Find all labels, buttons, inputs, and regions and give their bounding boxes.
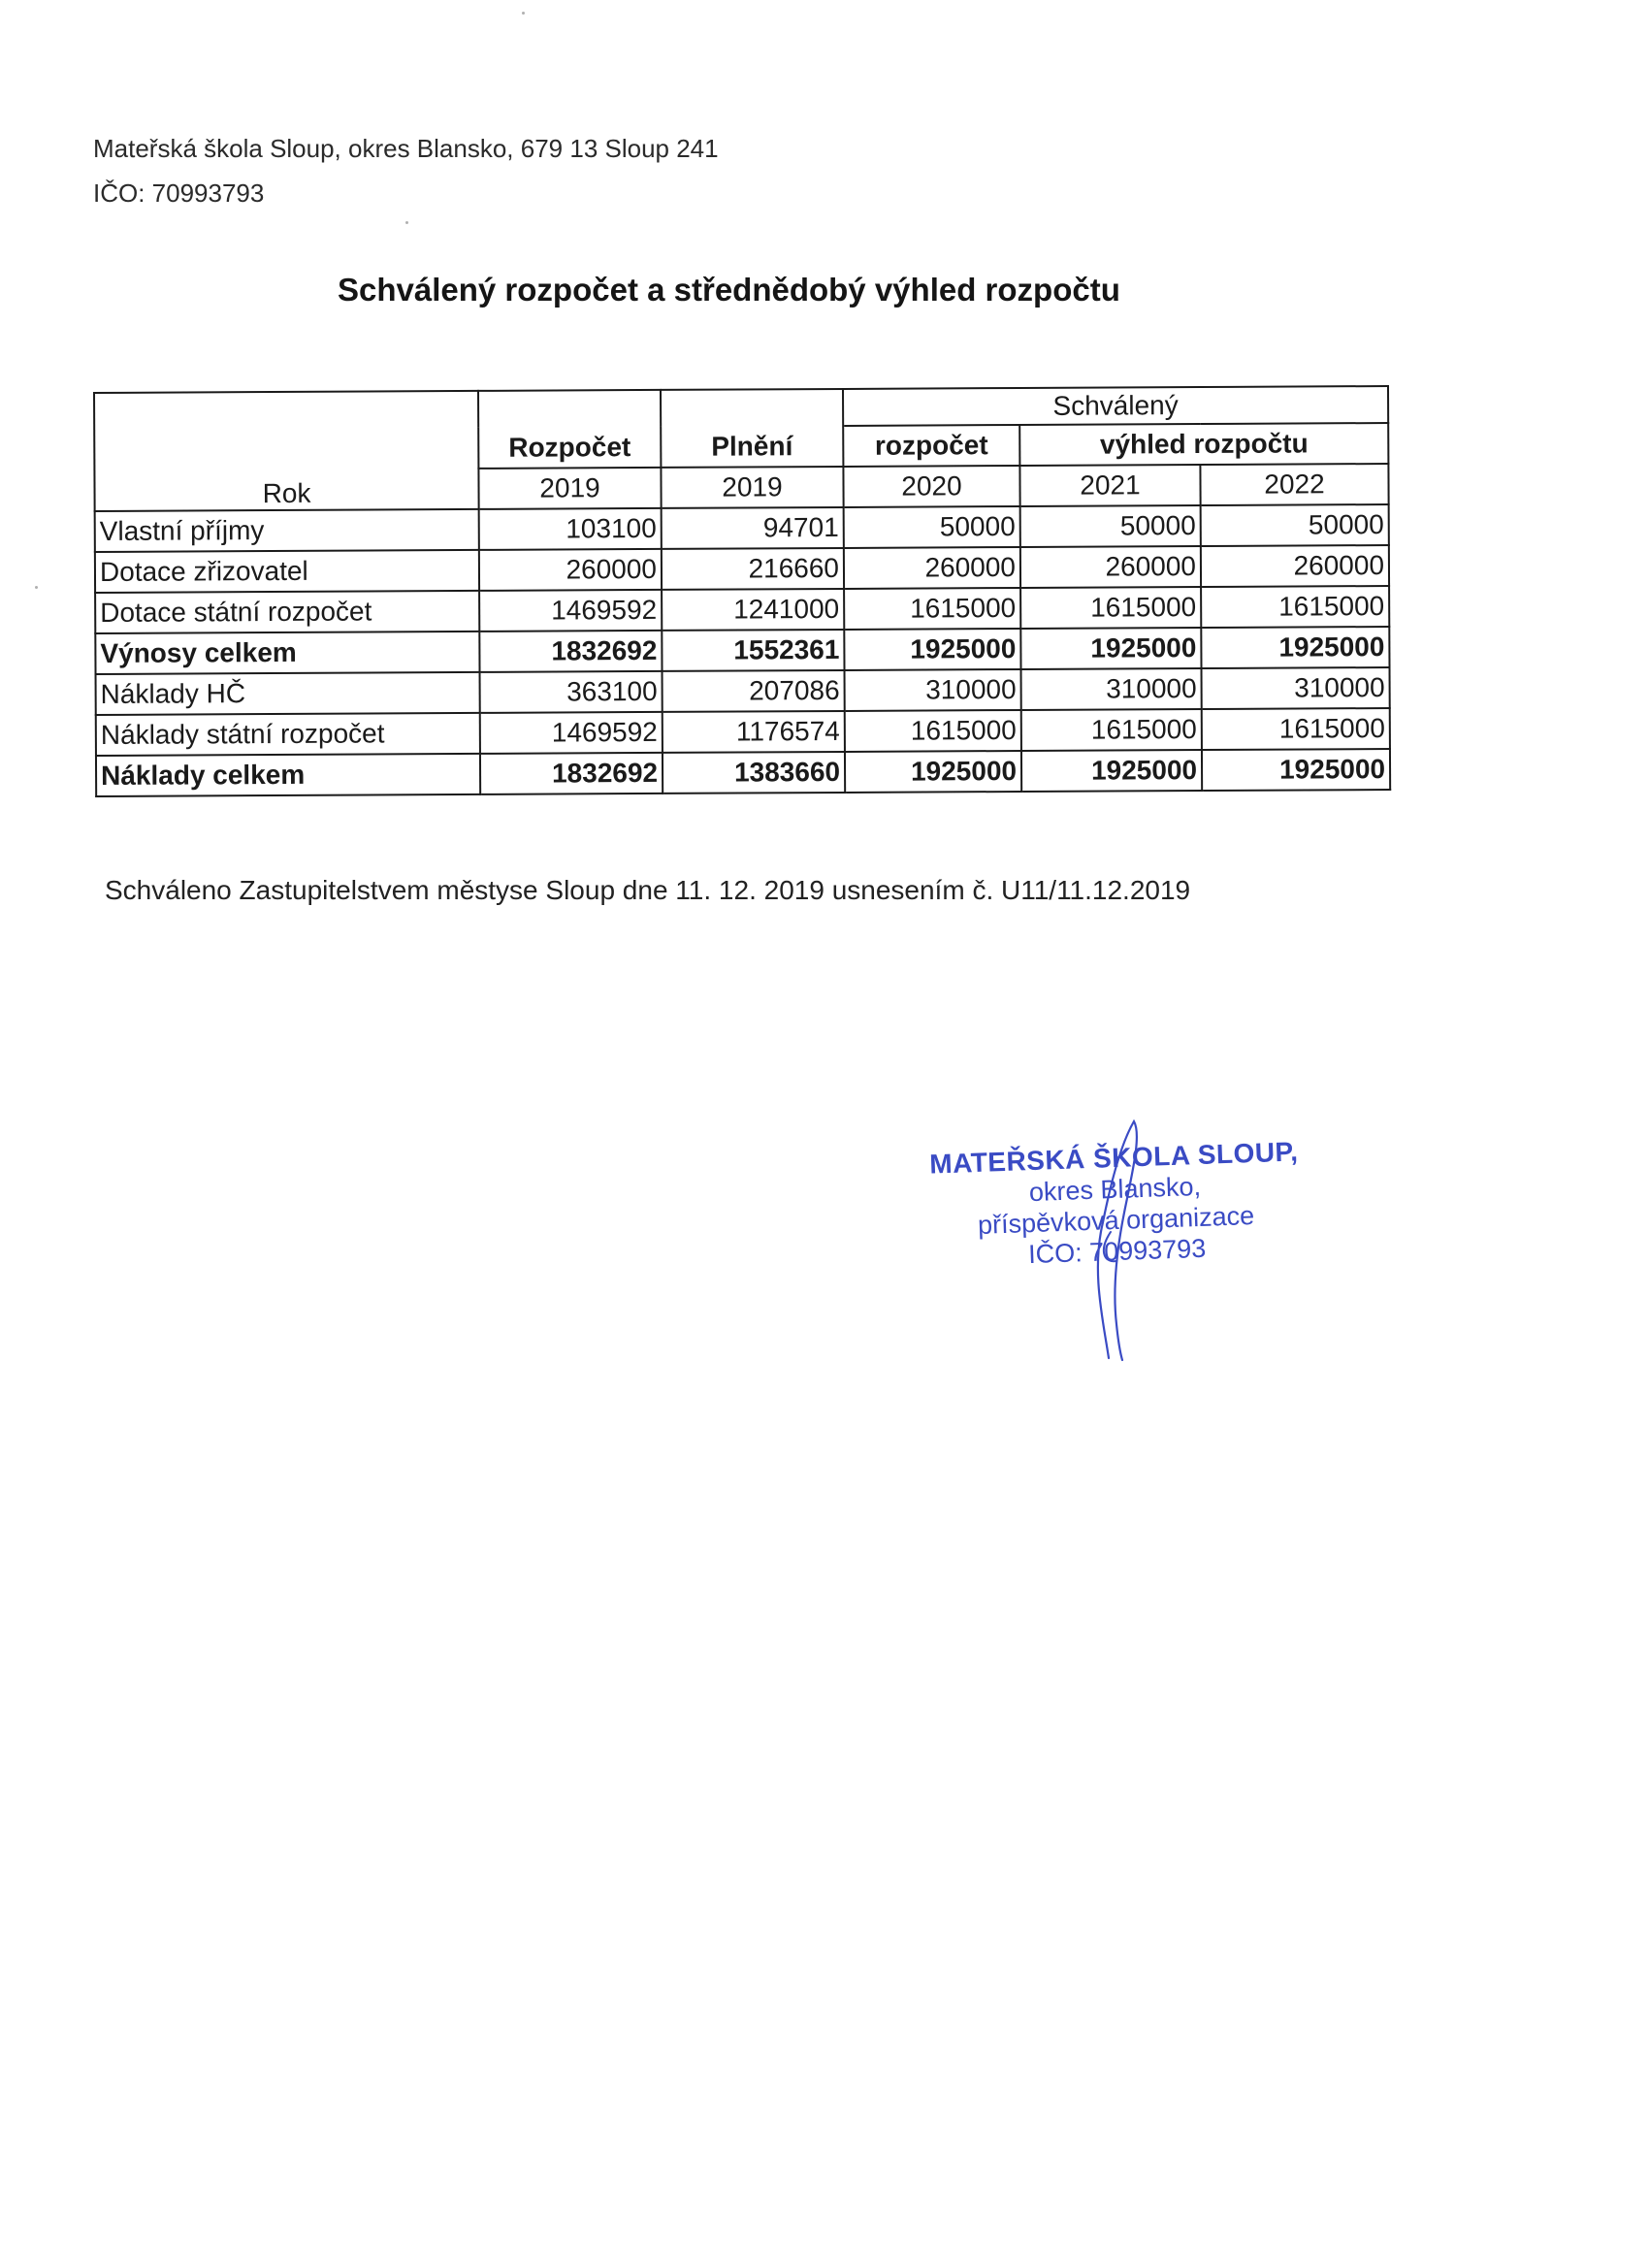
cell-value: 310000 (1202, 667, 1390, 709)
cell-value: 50000 (1201, 504, 1389, 546)
scan-speck (522, 12, 525, 15)
scan-speck (405, 221, 408, 224)
signature-mark (1052, 1116, 1169, 1368)
column-year: 2022 (1200, 464, 1388, 505)
cell-value: 310000 (1021, 668, 1202, 710)
table-row (95, 545, 1389, 593)
cell-value: 1925000 (1201, 627, 1389, 668)
column-label-plneni-2019: Plnění (661, 426, 843, 468)
cell-value: 260000 (479, 549, 662, 591)
cell-value: 103100 (479, 508, 662, 550)
cell-value: 1615000 (844, 588, 1020, 630)
column-label-rozpocet-2019: Rozpočet (478, 427, 661, 469)
row-label: Vlastní příjmy (95, 509, 479, 552)
cell-value: 1615000 (845, 710, 1021, 752)
table-body (95, 504, 1391, 796)
cell-value: 1925000 (1021, 750, 1202, 792)
stamp-line: okres Blansko, (1028, 1171, 1202, 1208)
cell-value: 1925000 (1202, 749, 1390, 791)
column-year: 2020 (843, 466, 1019, 507)
cell-value: 1925000 (844, 629, 1020, 670)
row-header-cell: Rok (94, 391, 479, 511)
row-label: Náklady HČ (96, 672, 480, 715)
cell-value: 310000 (845, 669, 1021, 711)
table-row (96, 708, 1390, 756)
cell-value: 363100 (480, 671, 663, 713)
cell-value: 1925000 (845, 751, 1021, 793)
cell-value: 1469592 (480, 712, 663, 754)
stamp-line: MATEŘSKÁ ŠKOLA SLOUP, (928, 1136, 1299, 1180)
cell-value: 1552361 (662, 630, 844, 671)
row-label: Náklady státní rozpočet (96, 713, 480, 756)
document-title: Schválený rozpočet a střednědobý výhled rozpočtu (338, 272, 1120, 308)
cell-value: 1832692 (479, 631, 662, 672)
cell-value: 1925000 (1020, 628, 1201, 669)
cell-value: 216660 (662, 548, 844, 590)
cell-value: 1615000 (1201, 586, 1389, 628)
cell-value: 94701 (662, 507, 844, 549)
row-label: Dotace státní rozpočet (95, 591, 479, 633)
cell-value: 260000 (1201, 545, 1389, 587)
organization-line: Mateřská škola Sloup, okres Blansko, 679 13 Sloup 241 (93, 134, 719, 163)
cell-value: 1832692 (480, 753, 663, 794)
row-label: Náklady celkem (96, 754, 480, 796)
cell-value: 207086 (663, 670, 845, 712)
cell-value: 1176574 (663, 711, 845, 753)
table-row (96, 667, 1390, 715)
stamp-line: IČO: 70993793 (1027, 1233, 1207, 1270)
cell-value: 260000 (1020, 546, 1201, 588)
table-row (95, 627, 1389, 674)
cell-value: 1383660 (663, 752, 845, 794)
column-label-rozpocet-2020: rozpočet (843, 425, 1019, 467)
row-label: Výnosy celkem (95, 632, 479, 674)
cell-value: 50000 (1020, 505, 1201, 547)
column-year: 2021 (1019, 465, 1200, 506)
group-header-approved: Schválený (843, 386, 1388, 426)
stamp-line: příspěvková organizace (977, 1201, 1255, 1240)
row-label: Dotace zřizovatel (95, 550, 479, 593)
cell-value: 1469592 (479, 590, 662, 632)
sender-block (93, 126, 719, 215)
table-row (95, 586, 1389, 633)
table-row (96, 749, 1390, 796)
cell-value: 1615000 (1020, 587, 1201, 629)
scan-speck (35, 586, 38, 589)
budget-table (93, 385, 1391, 797)
table-row (95, 504, 1389, 552)
column-year: 2019 (478, 468, 661, 509)
ico-line: IČO: 70993793 (93, 178, 265, 208)
approval-note: Schváleno Zastupitelstvem městyse Sloup dne 11. 12. 2019 usnesením č. U11/11.12.2019 (105, 875, 1191, 905)
cell-value: 1615000 (1202, 708, 1390, 750)
cell-value: 50000 (844, 506, 1020, 548)
header-empty-cell (478, 390, 661, 428)
cell-value: 1615000 (1021, 709, 1202, 751)
subgroup-header-outlook: výhled rozpočtu (1019, 423, 1388, 466)
cell-value: 1241000 (662, 589, 844, 631)
cell-value: 260000 (844, 547, 1020, 589)
column-year: 2019 (661, 467, 843, 508)
header-empty-cell (661, 389, 843, 427)
